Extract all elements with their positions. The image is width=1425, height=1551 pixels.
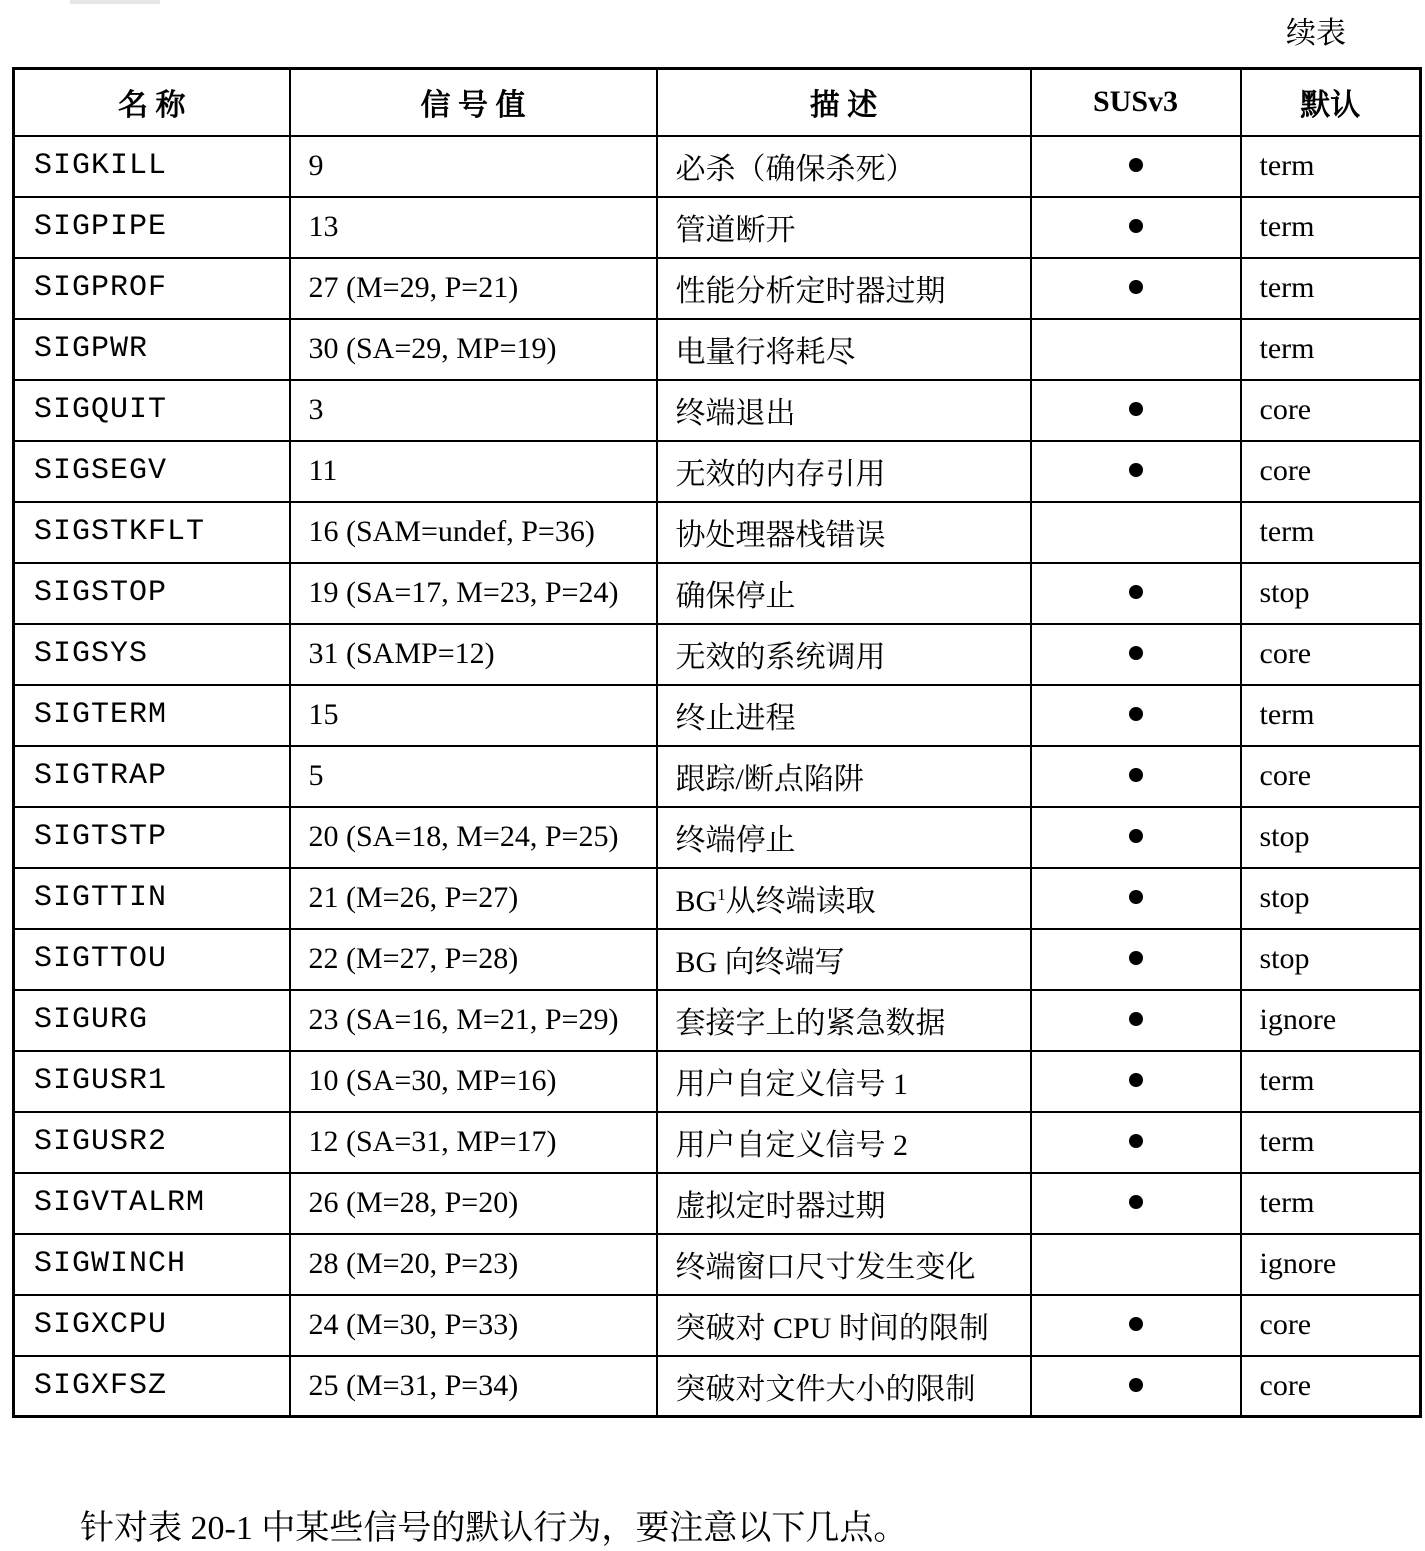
susv3-cell — [1031, 1234, 1241, 1295]
signal-value-cell: 12 (SA=31, MP=17) — [290, 1112, 657, 1173]
signal-value-cell: 25 (M=31, P=34) — [290, 1356, 657, 1417]
header-default-text: 默认 — [1300, 89, 1361, 123]
signal-value-cell: 22 (M=27, P=28) — [290, 929, 657, 990]
susv3-cell — [1031, 380, 1241, 441]
susv3-cell — [1031, 1173, 1241, 1234]
bullet-icon — [1129, 402, 1143, 416]
default-action-cell: stop — [1241, 868, 1421, 929]
table-row — [14, 1112, 1421, 1173]
signal-value-cell: 26 (M=28, P=20) — [290, 1173, 657, 1234]
header-value — [290, 69, 657, 136]
susv3-cell — [1031, 136, 1241, 197]
signal-name-cell: SIGXFSZ — [14, 1356, 290, 1417]
signal-name-cell: SIGPWR — [14, 319, 290, 380]
table-row — [14, 685, 1421, 746]
table-header-row — [14, 69, 1421, 136]
signal-description-cell: 无效的内存引用 — [657, 441, 1031, 502]
susv3-cell — [1031, 319, 1241, 380]
signal-value-cell: 21 (M=26, P=27) — [290, 868, 657, 929]
signal-description-cell: 无效的系统调用 — [657, 624, 1031, 685]
default-action-cell: core — [1241, 746, 1421, 807]
signal-name-cell: SIGSEGV — [14, 441, 290, 502]
signal-table — [12, 67, 1422, 1418]
susv3-cell — [1031, 868, 1241, 929]
signal-name-cell: SIGTRAP — [14, 746, 290, 807]
signal-value-cell: 5 — [290, 746, 657, 807]
signal-name-cell: SIGTTIN — [14, 868, 290, 929]
table-row — [14, 502, 1421, 563]
signal-name-cell: SIGTTOU — [14, 929, 290, 990]
table-row — [14, 319, 1421, 380]
table-row — [14, 1173, 1421, 1234]
signal-description-cell: 用户自定义信号 2 — [657, 1112, 1031, 1173]
susv3-cell — [1031, 563, 1241, 624]
table-row — [14, 1295, 1421, 1356]
default-action-cell: ignore — [1241, 1234, 1421, 1295]
signal-value-cell: 27 (M=29, P=21) — [290, 258, 657, 319]
signal-name-cell: SIGTSTP — [14, 807, 290, 868]
signal-name-cell: SIGURG — [14, 990, 290, 1051]
table-row — [14, 807, 1421, 868]
default-action-cell: stop — [1241, 563, 1421, 624]
default-action-cell: term — [1241, 258, 1421, 319]
default-action-cell: term — [1241, 136, 1421, 197]
default-action-cell: term — [1241, 1112, 1421, 1173]
default-action-cell: core — [1241, 1356, 1421, 1417]
body-paragraph: 针对表 20-1 中某些信号的默认行为，要注意以下几点。 — [80, 1510, 908, 1547]
susv3-cell — [1031, 197, 1241, 258]
susv3-cell — [1031, 441, 1241, 502]
signal-description-cell: BG 向终端写 — [657, 929, 1031, 990]
default-action-cell: stop — [1241, 929, 1421, 990]
signal-name-cell: SIGQUIT — [14, 380, 290, 441]
signal-description-cell: 电量行将耗尽 — [657, 319, 1031, 380]
signal-name-cell: SIGUSR1 — [14, 1051, 290, 1112]
bullet-icon — [1129, 1134, 1143, 1148]
table-row — [14, 441, 1421, 502]
signal-description-cell: 必杀（确保杀死） — [657, 136, 1031, 197]
default-action-cell: term — [1241, 502, 1421, 563]
signal-description-cell: 套接字上的紧急数据 — [657, 990, 1031, 1051]
susv3-cell — [1031, 1112, 1241, 1173]
bullet-icon — [1129, 1012, 1143, 1026]
bullet-icon — [1129, 280, 1143, 294]
page-edge-mark — [70, 0, 160, 4]
default-action-cell: term — [1241, 1051, 1421, 1112]
signal-name-cell: SIGPIPE — [14, 197, 290, 258]
default-action-cell: core — [1241, 1295, 1421, 1356]
description-text-rest: 从终端读取 — [725, 885, 876, 918]
signal-description-cell — [657, 868, 1031, 929]
table-row — [14, 136, 1421, 197]
default-action-cell: term — [1241, 319, 1421, 380]
bullet-icon — [1129, 890, 1143, 904]
signal-value-cell: 23 (SA=16, M=21, P=29) — [290, 990, 657, 1051]
signal-description-cell: 终端退出 — [657, 380, 1031, 441]
signal-description-cell: 管道断开 — [657, 197, 1031, 258]
bullet-icon — [1129, 219, 1143, 233]
header-name — [14, 69, 290, 136]
susv3-cell — [1031, 1356, 1241, 1417]
header-default — [1241, 69, 1421, 136]
signal-value-cell: 10 (SA=30, MP=16) — [290, 1051, 657, 1112]
default-action-cell: term — [1241, 197, 1421, 258]
bullet-icon — [1129, 829, 1143, 843]
bullet-icon — [1129, 768, 1143, 782]
bullet-icon — [1129, 707, 1143, 721]
header-value-text: 信 号 值 — [420, 89, 526, 123]
signal-value-cell: 15 — [290, 685, 657, 746]
signal-value-cell: 24 (M=30, P=33) — [290, 1295, 657, 1356]
signal-name-cell: SIGPROF — [14, 258, 290, 319]
signal-value-cell: 13 — [290, 197, 657, 258]
signal-value-cell: 30 (SA=29, MP=19) — [290, 319, 657, 380]
susv3-cell — [1031, 1295, 1241, 1356]
header-name-text: 名 称 — [118, 89, 186, 123]
table-row — [14, 380, 1421, 441]
default-action-cell: ignore — [1241, 990, 1421, 1051]
bullet-icon — [1129, 1073, 1143, 1087]
default-action-cell: term — [1241, 685, 1421, 746]
table-row — [14, 1356, 1421, 1417]
signal-name-cell: SIGSTOP — [14, 563, 290, 624]
table-row — [14, 563, 1421, 624]
signal-description-cell: 性能分析定时器过期 — [657, 258, 1031, 319]
default-action-cell: core — [1241, 380, 1421, 441]
signal-value-cell: 9 — [290, 136, 657, 197]
header-desc-text: 描 述 — [809, 89, 878, 123]
header-desc — [657, 69, 1031, 136]
susv3-cell — [1031, 258, 1241, 319]
signal-name-cell: SIGTERM — [14, 685, 290, 746]
signal-name-cell: SIGUSR2 — [14, 1112, 290, 1173]
default-action-cell: term — [1241, 1173, 1421, 1234]
table-row — [14, 746, 1421, 807]
default-action-cell: core — [1241, 441, 1421, 502]
table-continued-caption: 续表 — [1286, 17, 1346, 50]
header-susv3-text: SUSv3 — [1092, 85, 1179, 119]
table-row — [14, 1234, 1421, 1295]
signal-name-cell: SIGXCPU — [14, 1295, 290, 1356]
bullet-icon — [1129, 1378, 1143, 1392]
signal-name-cell: SIGWINCH — [14, 1234, 290, 1295]
signal-value-cell: 3 — [290, 380, 657, 441]
signal-description-cell: 突破对 CPU 时间的限制 — [657, 1295, 1031, 1356]
bullet-icon — [1129, 585, 1143, 599]
table-row — [14, 624, 1421, 685]
signal-name-cell: SIGSYS — [14, 624, 290, 685]
footnote-marker: 1 — [717, 885, 726, 904]
susv3-cell — [1031, 990, 1241, 1051]
susv3-cell — [1031, 807, 1241, 868]
signal-value-cell: 11 — [290, 441, 657, 502]
signal-value-cell: 16 (SAM=undef, P=36) — [290, 502, 657, 563]
susv3-cell — [1031, 1051, 1241, 1112]
signal-description-cell: 终端停止 — [657, 807, 1031, 868]
bullet-icon — [1129, 951, 1143, 965]
description-text: BG — [675, 885, 718, 918]
signal-value-cell: 20 (SA=18, M=24, P=25) — [290, 807, 657, 868]
table-row — [14, 868, 1421, 929]
signal-description-cell: 协处理器栈错误 — [657, 502, 1031, 563]
table-row — [14, 990, 1421, 1051]
signal-description-cell: 终止进程 — [657, 685, 1031, 746]
table-row — [14, 1051, 1421, 1112]
bullet-icon — [1129, 158, 1143, 172]
bullet-icon — [1129, 463, 1143, 477]
bullet-icon — [1129, 1317, 1143, 1331]
table-row — [14, 258, 1421, 319]
signal-name-cell: SIGVTALRM — [14, 1173, 290, 1234]
susv3-cell — [1031, 502, 1241, 563]
signal-value-cell: 19 (SA=17, M=23, P=24) — [290, 563, 657, 624]
signal-value-cell: 28 (M=20, P=23) — [290, 1234, 657, 1295]
susv3-cell — [1031, 624, 1241, 685]
susv3-cell — [1031, 746, 1241, 807]
signal-description-cell: 虚拟定时器过期 — [657, 1173, 1031, 1234]
table-row — [14, 929, 1421, 990]
signal-name-cell: SIGKILL — [14, 136, 290, 197]
signal-description-cell: 跟踪/断点陷阱 — [657, 746, 1031, 807]
table-row — [14, 197, 1421, 258]
susv3-cell — [1031, 929, 1241, 990]
default-action-cell: core — [1241, 624, 1421, 685]
signal-description-cell: 突破对文件大小的限制 — [657, 1356, 1031, 1417]
susv3-cell — [1031, 685, 1241, 746]
bullet-icon — [1129, 646, 1143, 660]
signal-value-cell: 31 (SAMP=12) — [290, 624, 657, 685]
table-body — [14, 136, 1421, 1417]
header-susv3 — [1031, 69, 1241, 136]
bullet-icon — [1129, 1195, 1143, 1209]
signal-description-cell: 终端窗口尺寸发生变化 — [657, 1234, 1031, 1295]
signal-name-cell: SIGSTKFLT — [14, 502, 290, 563]
signal-description-cell: 用户自定义信号 1 — [657, 1051, 1031, 1112]
signal-description-cell: 确保停止 — [657, 563, 1031, 624]
default-action-cell: stop — [1241, 807, 1421, 868]
